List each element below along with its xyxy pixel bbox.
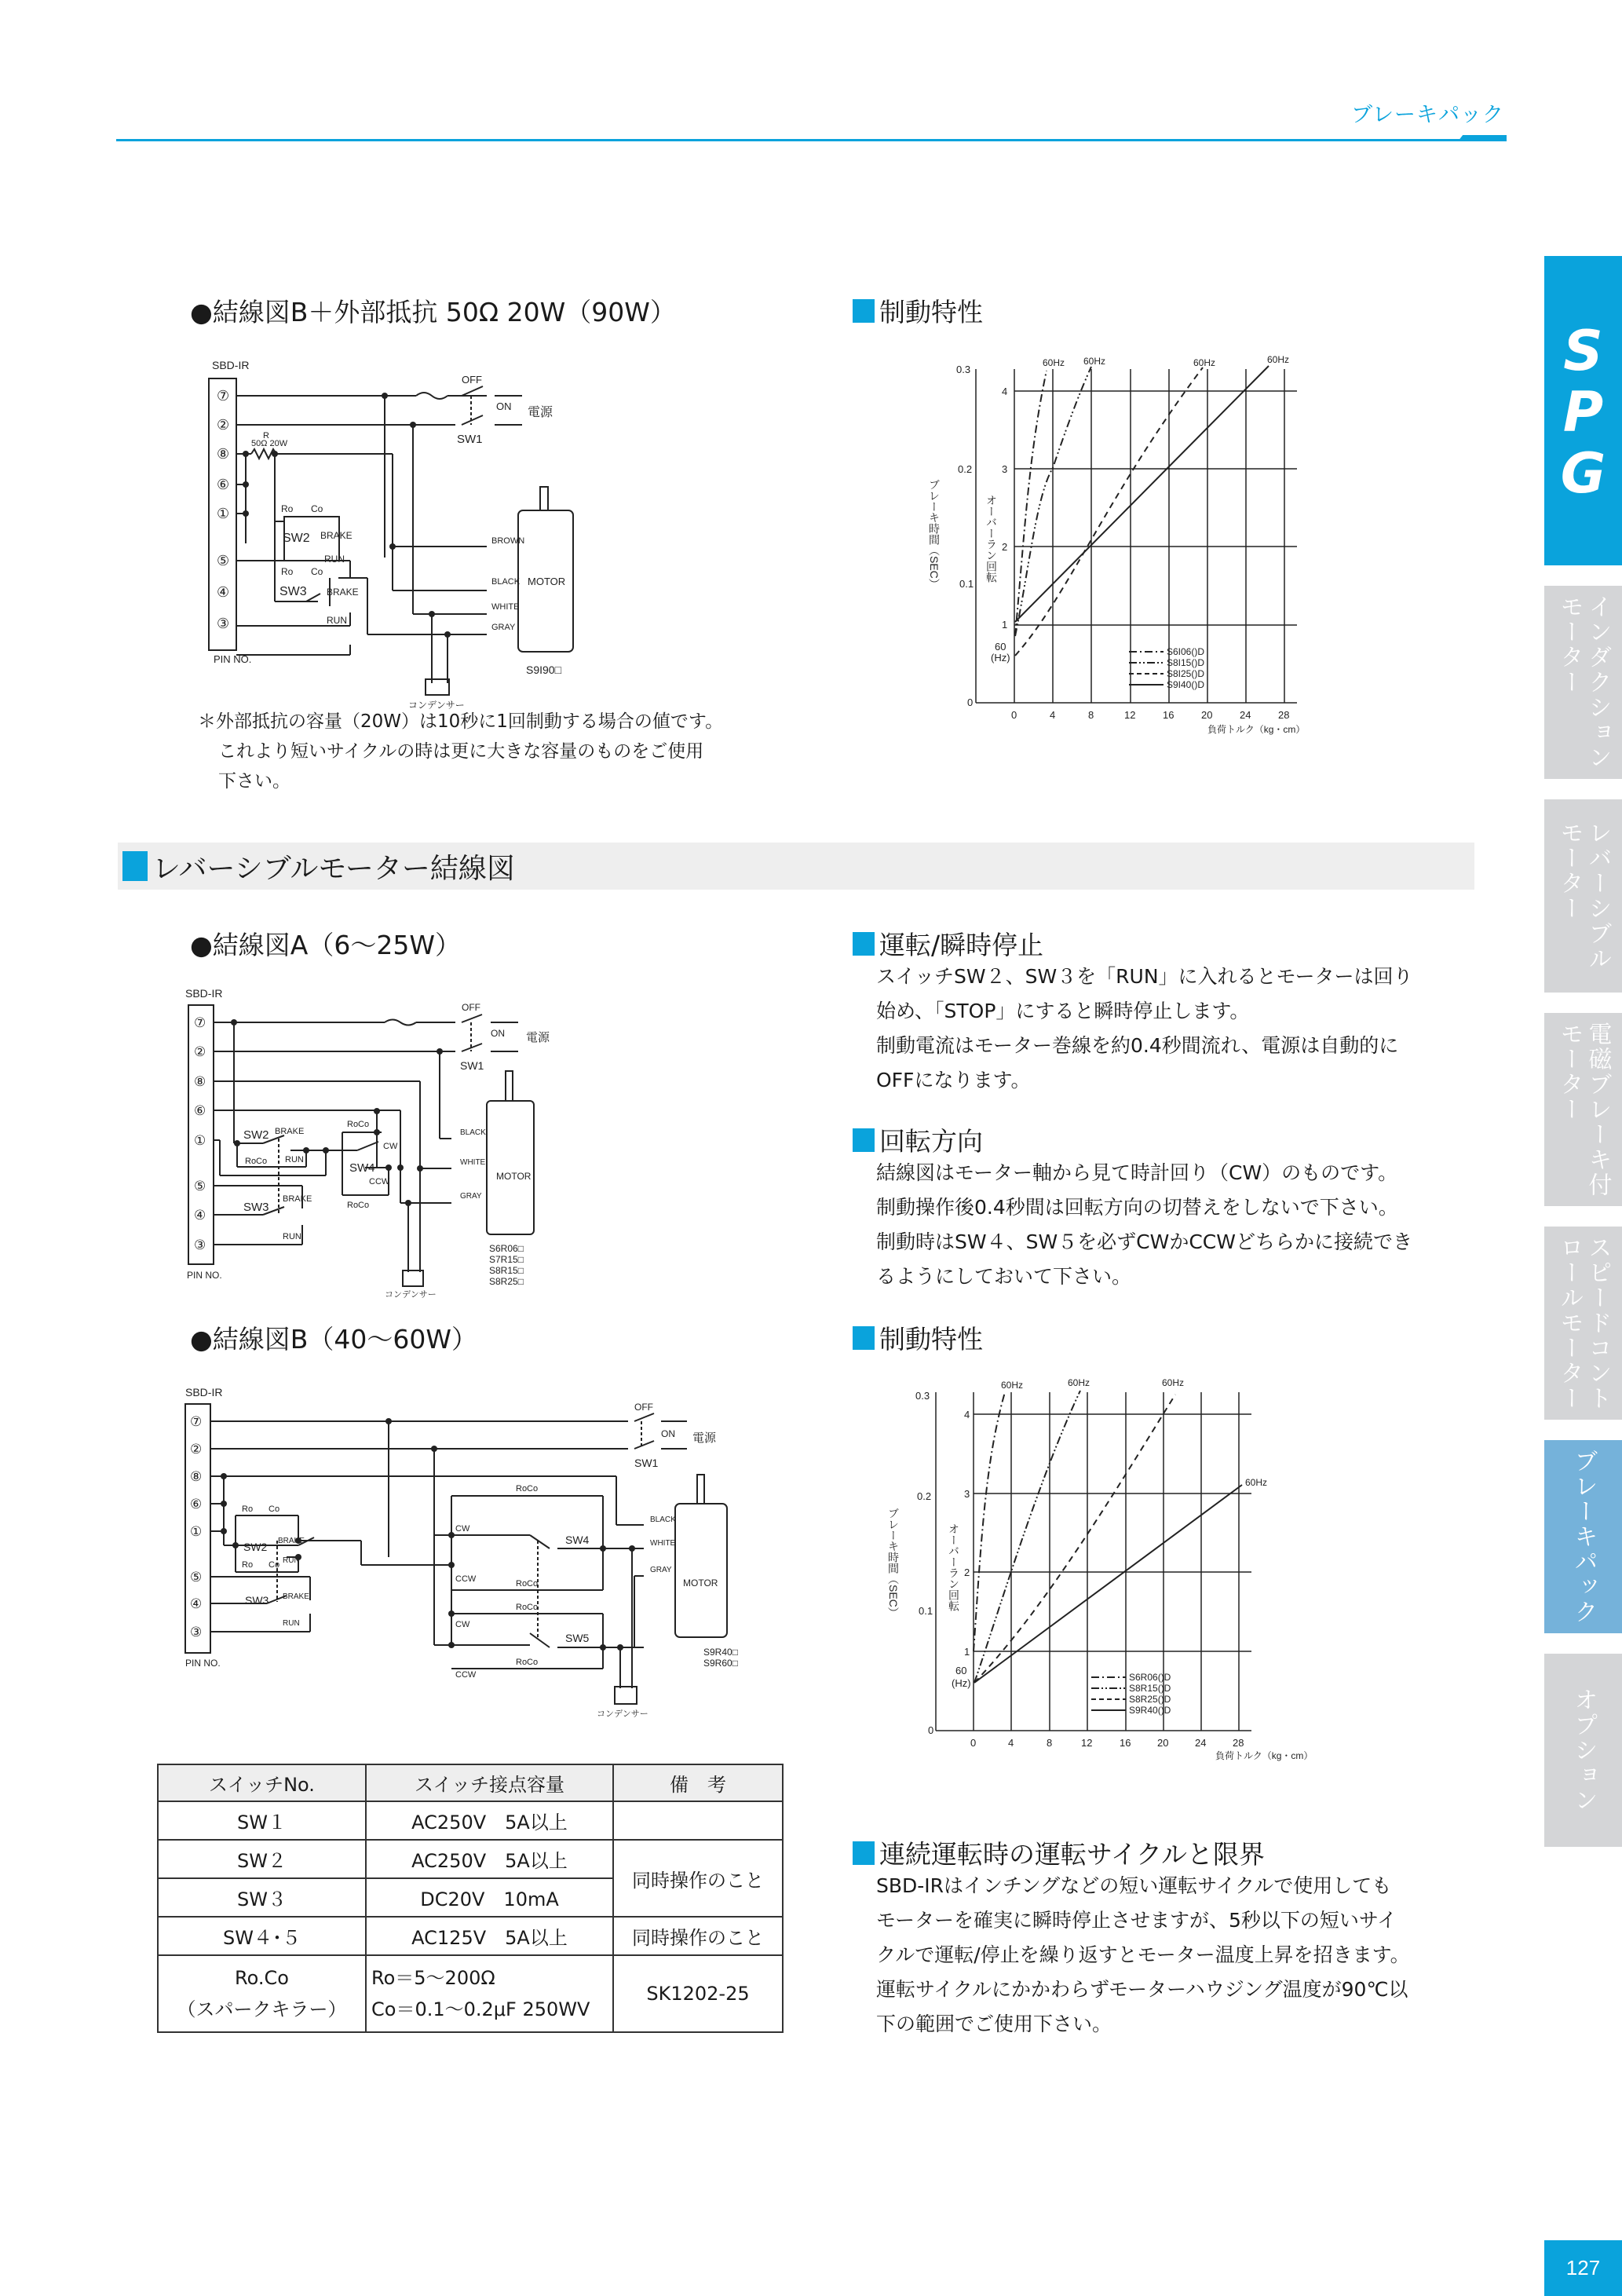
run-stop-text: スイッチSW２、SW３を「RUN」に入れるとモーターは回り 始め、「STOP」にすると瞬時停止します。 制動電流はモーター巻線を約0.4秒間流れ、電源は自動的に OFFになります。 bbox=[876, 965, 1413, 1091]
header-rule bbox=[116, 139, 1506, 141]
svg-text:コンデンサー: コンデンサー bbox=[597, 1709, 648, 1719]
svg-text:S9R40□: S9R40□ bbox=[703, 1647, 738, 1658]
svg-text:60Hz: 60Hz bbox=[1245, 1477, 1268, 1488]
svg-text:S9R40()D: S9R40()D bbox=[1129, 1705, 1171, 1716]
svg-text:BROWN: BROWN bbox=[491, 536, 525, 546]
svg-text:⑦: ⑦ bbox=[217, 388, 230, 404]
svg-text:BRAKE: BRAKE bbox=[283, 1194, 312, 1204]
svg-text:RoCo: RoCo bbox=[347, 1120, 370, 1129]
svg-text:CCW: CCW bbox=[455, 1574, 477, 1584]
header-rule-tab bbox=[1458, 135, 1507, 141]
svg-text:負荷トルク（kg・cm）: 負荷トルク（kg・cm） bbox=[1215, 1750, 1313, 1761]
svg-text:⑧: ⑧ bbox=[217, 446, 230, 462]
svg-text:RUN: RUN bbox=[283, 1232, 301, 1241]
svg-text:S6I06()D: S6I06()D bbox=[1167, 646, 1205, 657]
svg-text:60Hz: 60Hz bbox=[1043, 357, 1065, 368]
heading-marker-icon bbox=[853, 1326, 875, 1350]
svg-text:OFF: OFF bbox=[462, 374, 482, 386]
svg-text:GRAY: GRAY bbox=[491, 623, 516, 632]
svg-text:2: 2 bbox=[964, 1567, 970, 1578]
svg-text:ON: ON bbox=[491, 1028, 505, 1039]
svg-text:GRAY: GRAY bbox=[460, 1192, 482, 1201]
svg-text:0.3: 0.3 bbox=[915, 1390, 930, 1402]
rotation-direction-text: 結線図はモーター軸から見て時計回り（CW）のものです。 制動操作後0.4秒間は回転方向の切替えをしないで下さい。 制動時はSW４、SW５を必ずCWかCCWどちらかに接続でき るようにしておいて下さい。 bbox=[876, 1161, 1412, 1288]
svg-text:④: ④ bbox=[217, 584, 230, 600]
heading-marker-icon bbox=[853, 1128, 875, 1152]
svg-text:BRAKE: BRAKE bbox=[278, 1537, 305, 1545]
svg-text:⑧: ⑧ bbox=[194, 1074, 206, 1089]
svg-text:SW2: SW2 bbox=[243, 1541, 268, 1553]
svg-text:S7R15□: S7R15□ bbox=[489, 1254, 524, 1265]
svg-text:⑥: ⑥ bbox=[217, 477, 230, 492]
diagram-a-title: ●結線図A（6〜25W） bbox=[190, 930, 461, 960]
svg-text:1: 1 bbox=[1002, 619, 1008, 631]
svg-text:③: ③ bbox=[190, 1625, 203, 1640]
svg-text:RUN: RUN bbox=[327, 615, 347, 626]
side-tab-electromagnetic-brake-motor[interactable] bbox=[1544, 1013, 1622, 1206]
section-marker-icon bbox=[122, 851, 148, 881]
table-header-switch-no: スイッチNo. bbox=[158, 1764, 366, 1801]
svg-text:4: 4 bbox=[1002, 386, 1008, 397]
svg-text:CCW: CCW bbox=[369, 1177, 390, 1186]
svg-text:①: ① bbox=[194, 1133, 206, 1148]
svg-text:SW2: SW2 bbox=[283, 532, 310, 545]
section-band-reversible-wiring bbox=[118, 843, 1474, 890]
svg-text:PIN NO.: PIN NO. bbox=[185, 1658, 221, 1669]
svg-text:Co: Co bbox=[311, 566, 323, 577]
table-row: SW４･５ AC125V 5A以上 同時操作のこと bbox=[158, 1917, 783, 1955]
svg-text:0.1: 0.1 bbox=[919, 1605, 933, 1617]
page-number: 127 bbox=[1544, 2240, 1622, 2296]
svg-text:⑦: ⑦ bbox=[190, 1414, 203, 1429]
svg-text:50Ω 20W: 50Ω 20W bbox=[251, 439, 288, 448]
svg-text:ブレーキ時間（SEC）: ブレーキ時間（SEC） bbox=[928, 479, 941, 590]
svg-text:60Hz: 60Hz bbox=[1083, 356, 1106, 367]
svg-text:12: 12 bbox=[1081, 1737, 1093, 1749]
svg-text:60: 60 bbox=[955, 1665, 967, 1676]
svg-text:12: 12 bbox=[1124, 709, 1136, 721]
svg-text:RoCo: RoCo bbox=[347, 1201, 370, 1210]
svg-text:オーバーラン回転: オーバーラン回転 bbox=[948, 1523, 960, 1611]
svg-text:RoCo: RoCo bbox=[516, 1484, 539, 1493]
svg-text:Co: Co bbox=[311, 503, 323, 514]
svg-text:②: ② bbox=[194, 1044, 206, 1059]
side-tab-label: 電磁ブレーキ付 モーター bbox=[1555, 1022, 1612, 1197]
svg-text:SW3: SW3 bbox=[279, 585, 307, 598]
braking-chart-1 bbox=[911, 338, 1350, 762]
svg-text:BRAKE: BRAKE bbox=[283, 1592, 309, 1601]
svg-text:SW4: SW4 bbox=[565, 1534, 590, 1546]
svg-text:WHITE: WHITE bbox=[650, 1539, 676, 1548]
switch-spec-table bbox=[157, 1764, 784, 2033]
svg-text:MOTOR: MOTOR bbox=[683, 1578, 718, 1589]
svg-text:電源: 電源 bbox=[692, 1431, 717, 1445]
svg-text:電源: 電源 bbox=[528, 406, 553, 419]
svg-text:R: R bbox=[263, 431, 269, 441]
svg-text:PIN NO.: PIN NO. bbox=[214, 653, 252, 665]
svg-text:コンデンサー: コンデンサー bbox=[385, 1290, 437, 1300]
side-tab-speed-control-motor[interactable] bbox=[1544, 1227, 1622, 1420]
svg-text:4: 4 bbox=[964, 1409, 970, 1420]
svg-text:SW4: SW4 bbox=[349, 1161, 375, 1175]
svg-text:S9R60□: S9R60□ bbox=[703, 1658, 738, 1669]
svg-text:Ro: Ro bbox=[281, 503, 294, 514]
svg-text:4: 4 bbox=[1050, 709, 1056, 721]
side-tab-label: スピードコント ロールモーター bbox=[1555, 1235, 1612, 1411]
svg-text:BLACK: BLACK bbox=[460, 1128, 486, 1137]
svg-text:24: 24 bbox=[1195, 1737, 1207, 1749]
svg-text:S8R25()D: S8R25()D bbox=[1129, 1694, 1171, 1705]
braking-characteristics-heading-2: 制動特性 bbox=[853, 1319, 983, 1356]
svg-text:SW1: SW1 bbox=[460, 1059, 484, 1072]
rotation-direction-heading: 回転方向 bbox=[853, 1121, 983, 1158]
side-tab-induction-motor[interactable] bbox=[1544, 586, 1622, 779]
svg-text:RoCo: RoCo bbox=[516, 1579, 539, 1589]
table-row: SW２ AC250V 5A以上 同時操作のこと bbox=[158, 1840, 783, 1878]
svg-text:S6R06()D: S6R06()D bbox=[1129, 1672, 1171, 1683]
svg-text:MOTOR: MOTOR bbox=[496, 1171, 532, 1182]
svg-text:3: 3 bbox=[964, 1488, 970, 1500]
svg-text:Co: Co bbox=[269, 1504, 280, 1514]
svg-text:SBD-IR: SBD-IR bbox=[185, 987, 223, 1000]
svg-text:16: 16 bbox=[1163, 709, 1174, 721]
svg-text:Co: Co bbox=[269, 1560, 280, 1570]
svg-text:⑤: ⑤ bbox=[190, 1570, 203, 1585]
operation-cycle-heading: 連続運転時の運転サイクルと限界 bbox=[853, 1834, 1265, 1871]
svg-text:0.1: 0.1 bbox=[959, 578, 974, 590]
svg-text:⑧: ⑧ bbox=[190, 1469, 203, 1484]
svg-text:4: 4 bbox=[1008, 1737, 1014, 1749]
svg-text:20: 20 bbox=[1157, 1737, 1169, 1749]
side-tab-label: レバーシブル モーター bbox=[1555, 821, 1612, 971]
svg-text:60: 60 bbox=[995, 641, 1006, 653]
svg-text:②: ② bbox=[217, 417, 230, 433]
svg-text:③: ③ bbox=[194, 1238, 206, 1252]
svg-text:(Hz): (Hz) bbox=[991, 652, 1010, 664]
svg-text:RoCo: RoCo bbox=[516, 1603, 539, 1612]
svg-text:OFF: OFF bbox=[462, 1002, 480, 1013]
svg-text:60Hz: 60Hz bbox=[1001, 1380, 1024, 1391]
svg-text:2: 2 bbox=[1002, 541, 1008, 553]
svg-text:CW: CW bbox=[383, 1142, 398, 1151]
table-header-remarks: 備 考 bbox=[613, 1764, 783, 1801]
svg-text:⑤: ⑤ bbox=[194, 1179, 206, 1194]
svg-text:0.3: 0.3 bbox=[956, 364, 971, 375]
heading-marker-icon bbox=[853, 1841, 875, 1865]
section-title: レバーシブルモーター結線図 bbox=[152, 852, 515, 885]
svg-text:ON: ON bbox=[661, 1428, 675, 1439]
svg-text:ブレーキ時間（SEC）: ブレーキ時間（SEC） bbox=[887, 1508, 900, 1618]
svg-text:オーバーラン回転: オーバーラン回転 bbox=[985, 495, 998, 583]
svg-text:③: ③ bbox=[217, 616, 230, 631]
svg-text:S8R15()D: S8R15()D bbox=[1129, 1683, 1171, 1694]
svg-text:S8R15□: S8R15□ bbox=[489, 1265, 524, 1276]
svg-text:(Hz): (Hz) bbox=[952, 1677, 971, 1689]
svg-text:⑥: ⑥ bbox=[194, 1103, 206, 1118]
svg-text:3: 3 bbox=[1002, 463, 1008, 475]
svg-text:PIN NO.: PIN NO. bbox=[187, 1270, 222, 1281]
svg-text:0.2: 0.2 bbox=[958, 463, 973, 475]
svg-text:CW: CW bbox=[455, 1524, 470, 1534]
table-row: Ro.Co （スパークキラー） Ro＝5〜200Ω Co＝0.1〜0.2μF 250WV SK1202-25 bbox=[158, 1955, 783, 2032]
page-section-label: ブレーキパック bbox=[1351, 103, 1504, 127]
svg-text:BRAKE: BRAKE bbox=[275, 1127, 305, 1136]
table-row: SW３ DC20V 10mA bbox=[158, 1878, 783, 1917]
svg-text:S6R06□: S6R06□ bbox=[489, 1243, 524, 1254]
svg-text:0: 0 bbox=[1011, 709, 1017, 721]
svg-text:S8I25()D: S8I25()D bbox=[1167, 668, 1205, 679]
svg-text:Ro: Ro bbox=[242, 1504, 254, 1514]
svg-text:SW3: SW3 bbox=[243, 1201, 269, 1214]
svg-text:MOTOR: MOTOR bbox=[528, 576, 566, 587]
diagram-b-resistor-title: ●結線図B＋外部抵抗 50Ω 20W（90W） bbox=[190, 297, 676, 327]
wiring-diagram-a bbox=[173, 974, 738, 1311]
svg-text:SW5: SW5 bbox=[565, 1632, 590, 1644]
svg-text:8: 8 bbox=[1088, 709, 1094, 721]
svg-text:負荷トルク（kg・cm）: 負荷トルク（kg・cm） bbox=[1207, 724, 1306, 735]
svg-text:②: ② bbox=[190, 1442, 203, 1457]
side-tab-brake-pack[interactable] bbox=[1544, 1440, 1622, 1633]
table-row: SW１ AC250V 5A以上 bbox=[158, 1801, 783, 1840]
svg-text:⑥: ⑥ bbox=[190, 1497, 203, 1512]
svg-text:60Hz: 60Hz bbox=[1193, 357, 1216, 368]
svg-text:S9I90□: S9I90□ bbox=[526, 664, 562, 676]
svg-text:RUN: RUN bbox=[283, 1556, 300, 1565]
operation-cycle-text: SBD-IRはインチングなどの短い運転サイクルで使用しても モーターを確実に瞬時停止させますが、5秒以下の短いサイ クルで運転/停止を繰り返すとモーター温度上昇を招きます。 運転サイクルにかかわらずモーターハウジング温度が90℃以 下の範囲でご使用下さい。 bbox=[876, 1874, 1410, 2035]
heading-marker-icon bbox=[853, 299, 875, 323]
svg-text:RUN: RUN bbox=[283, 1619, 300, 1628]
svg-text:⑦: ⑦ bbox=[194, 1015, 206, 1030]
wiring-diagram-b-resistor bbox=[173, 345, 754, 711]
spg-logo: SPG bbox=[1551, 319, 1616, 503]
braking-chart-2 bbox=[864, 1366, 1335, 1806]
svg-text:①: ① bbox=[217, 506, 230, 521]
svg-text:S9I40()D: S9I40()D bbox=[1167, 679, 1205, 690]
svg-text:BRAKE: BRAKE bbox=[320, 530, 353, 541]
svg-text:RUN: RUN bbox=[285, 1155, 304, 1164]
svg-text:⑤: ⑤ bbox=[217, 553, 230, 569]
diagram-b-title: ●結線図B（40〜60W） bbox=[190, 1324, 478, 1355]
svg-text:コンデンサー: コンデンサー bbox=[408, 700, 465, 711]
svg-text:WHITE: WHITE bbox=[491, 602, 520, 612]
svg-text:60Hz: 60Hz bbox=[1068, 1377, 1090, 1388]
svg-text:SW2: SW2 bbox=[243, 1128, 269, 1142]
svg-text:RoCo: RoCo bbox=[245, 1157, 268, 1166]
svg-text:ON: ON bbox=[496, 400, 512, 412]
svg-text:8: 8 bbox=[1047, 1737, 1053, 1749]
svg-text:①: ① bbox=[190, 1524, 203, 1539]
svg-text:28: 28 bbox=[1278, 709, 1290, 721]
svg-text:BLACK: BLACK bbox=[650, 1515, 676, 1524]
side-tab-label: ブレーキパック bbox=[1569, 1449, 1598, 1625]
svg-text:CW: CW bbox=[455, 1620, 470, 1629]
svg-text:24: 24 bbox=[1240, 709, 1251, 721]
svg-text:1: 1 bbox=[964, 1646, 970, 1658]
side-tab-label: オプション bbox=[1569, 1687, 1598, 1813]
svg-text:20: 20 bbox=[1201, 709, 1213, 721]
svg-text:16: 16 bbox=[1120, 1737, 1131, 1749]
svg-text:60Hz: 60Hz bbox=[1162, 1377, 1185, 1388]
svg-text:SW3: SW3 bbox=[245, 1594, 269, 1607]
svg-text:CCW: CCW bbox=[455, 1670, 477, 1680]
svg-text:Ro: Ro bbox=[242, 1560, 254, 1570]
svg-text:BRAKE: BRAKE bbox=[327, 587, 359, 598]
side-tab-label: インダクション モーター bbox=[1555, 594, 1612, 770]
svg-text:WHITE: WHITE bbox=[460, 1158, 486, 1167]
svg-text:0: 0 bbox=[967, 696, 974, 708]
svg-text:電源: 電源 bbox=[526, 1031, 550, 1044]
side-tab-spg-logo[interactable] bbox=[1544, 256, 1622, 565]
svg-text:0: 0 bbox=[970, 1737, 977, 1749]
svg-text:RUN: RUN bbox=[324, 554, 345, 565]
svg-text:OFF: OFF bbox=[634, 1402, 653, 1413]
svg-text:SBD-IR: SBD-IR bbox=[185, 1386, 223, 1398]
svg-text:28: 28 bbox=[1233, 1737, 1244, 1749]
side-tab-options[interactable] bbox=[1544, 1654, 1622, 1847]
braking-characteristics-heading-1: 制動特性 bbox=[853, 292, 983, 329]
svg-text:S8I15()D: S8I15()D bbox=[1167, 657, 1205, 668]
resistor-note: ＊外部抵抗の容量（20W）は10秒に1回制動する場合の値です。 これより短いサイクルの時は更に大きな容量のものをご使用 下さい。 bbox=[198, 711, 724, 792]
heading-marker-icon bbox=[853, 932, 875, 956]
svg-text:BLACK: BLACK bbox=[491, 577, 521, 587]
svg-text:S8R25□: S8R25□ bbox=[489, 1276, 524, 1287]
svg-text:0: 0 bbox=[928, 1724, 934, 1736]
svg-text:SW1: SW1 bbox=[634, 1457, 659, 1469]
svg-text:④: ④ bbox=[194, 1208, 206, 1223]
side-tab-reversible-motor[interactable] bbox=[1544, 799, 1622, 993]
svg-text:Ro: Ro bbox=[281, 566, 294, 577]
svg-text:SBD-IR: SBD-IR bbox=[212, 359, 250, 371]
svg-text:④: ④ bbox=[190, 1596, 203, 1611]
run-stop-heading: 運転/瞬時停止 bbox=[853, 925, 1043, 962]
svg-text:RoCo: RoCo bbox=[516, 1658, 539, 1667]
wiring-diagram-b bbox=[173, 1374, 785, 1735]
svg-text:SW1: SW1 bbox=[457, 433, 483, 446]
table-header-capacity: スイッチ接点容量 bbox=[366, 1764, 613, 1801]
svg-text:60Hz: 60Hz bbox=[1267, 354, 1290, 365]
svg-text:0.2: 0.2 bbox=[917, 1490, 932, 1502]
svg-text:GRAY: GRAY bbox=[650, 1566, 672, 1574]
